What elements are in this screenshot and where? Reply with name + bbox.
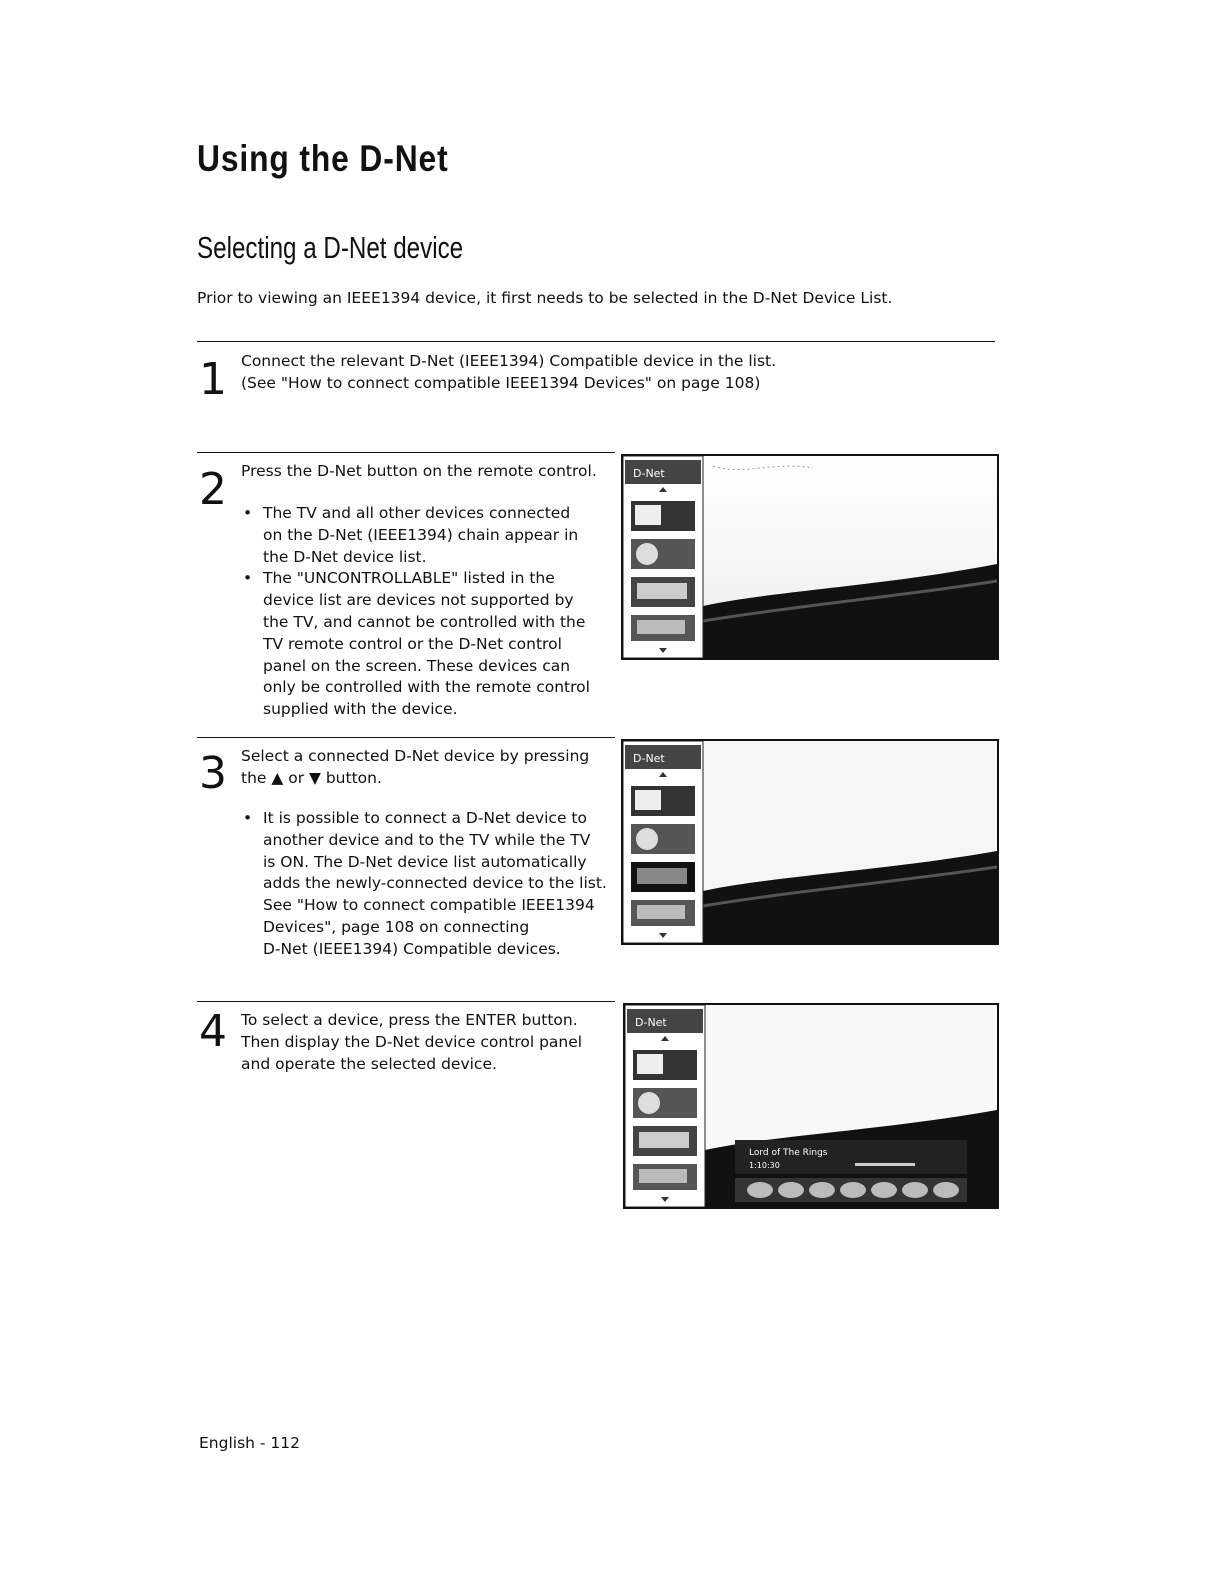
step-1-number: 1: [199, 354, 227, 405]
step-3-text: [241, 745, 589, 789]
step-1-text: [241, 350, 776, 394]
step-2-bullets: [241, 503, 621, 721]
intro-text: Prior to viewing an IEEE1394 device, it first needs to be selected in the D-Net Device List.: [197, 289, 893, 307]
panel-time: 1:10:30: [749, 1161, 780, 1170]
tv-screen-control-panel: [623, 1003, 999, 1209]
step-2-line: Press the D-Net button on the remote control.: [241, 462, 597, 480]
step-1-line: (See "How to connect compatible IEEE1394 Devices" on page 108): [241, 374, 761, 392]
tv-screen-device-select: [621, 739, 999, 945]
step-4-line: Then display the D-Net device control panel: [241, 1033, 583, 1051]
section-title: Selecting a D-Net device: [197, 230, 464, 265]
step-4-number: 4: [199, 1006, 227, 1057]
page-title: Using the D-Net: [197, 138, 449, 179]
step-3-number: 3: [199, 748, 227, 799]
step-2-number: 2: [199, 464, 227, 515]
list-item: • The "UNCONTROLLABLE" listed in the device list are devices not supported by the TV, and cannot be controlled with the TV remote control or the D-Net control panel on the screen. These devices can only be controlled with the remote control supplied with the device.: [241, 568, 621, 721]
page-footer: English - 112: [199, 1434, 300, 1452]
step-3-line: the ▲ or ▼ button.: [241, 769, 382, 787]
step-4-line: and operate the selected device.: [241, 1055, 497, 1073]
step-3-divider: [197, 737, 615, 738]
step-2-divider: [197, 452, 615, 453]
menu-label: D-Net: [633, 752, 665, 765]
step-1-line: Connect the relevant D-Net (IEEE1394) Compatible device in the list.: [241, 352, 777, 370]
menu-label: D-Net: [635, 1016, 667, 1029]
tv-screen-device-list: [621, 454, 999, 660]
step-4-text: [241, 1009, 582, 1075]
menu-label: D-Net: [633, 467, 665, 480]
step-3-bullets: [241, 808, 621, 961]
step-3-line: Select a connected D-Net device by pressing: [241, 747, 590, 765]
step-2-text: [241, 460, 597, 482]
list-item: • The TV and all other devices connected on the D-Net (IEEE1394) chain appear in the D-Net device list.: [241, 503, 621, 568]
step-1-divider: [197, 341, 995, 342]
panel-title: Lord of The Rings: [749, 1148, 828, 1158]
step-4-line: To select a device, press the ENTER button.: [241, 1011, 578, 1029]
list-item: • It is possible to connect a D-Net device to another device and to the TV while the TV is ON. The D-Net device list automatically adds the newly-connected device to the list. See "How to connect compatible IEEE1394 Devices", page 108 on connecting D-Net (IEEE1394) Compatible devices.: [241, 808, 621, 961]
step-4-divider: [197, 1001, 615, 1002]
